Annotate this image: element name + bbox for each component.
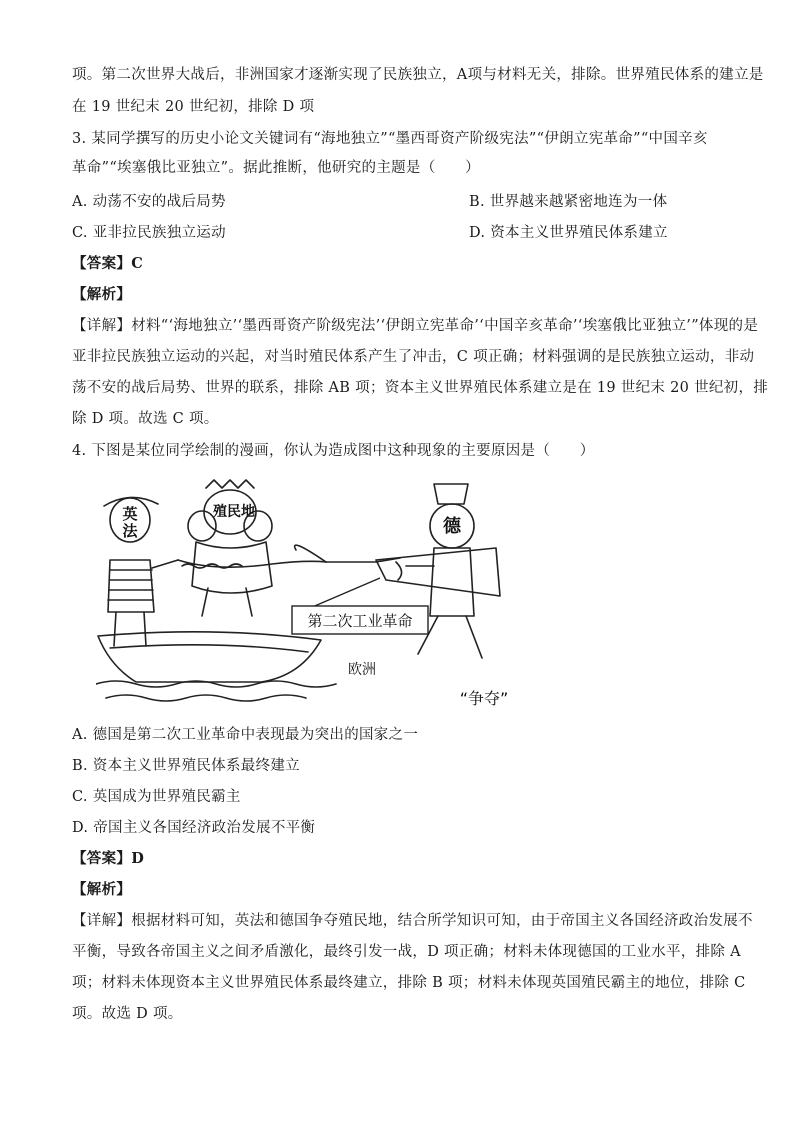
q3-option-b: B. 世界越来越紧密地连为一体 — [469, 194, 668, 210]
pointer-line — [310, 578, 380, 608]
head-left-label-1: 英 — [122, 505, 138, 523]
intro-line-1: 项。第二次世界大战后，非洲国家才逐渐实现了民族独立，A项与材料无关，排除。世界殖民体系的建立是 — [72, 67, 764, 83]
striped-body-left — [108, 560, 154, 612]
head-left-label-2: 法 — [122, 522, 138, 540]
q3-detail-line-4: 除 D 项。故选 C 项。 — [72, 411, 219, 427]
q3-detail-line-3: 荡不安的战后局势、世界的联系，排除 AB 项；资本主义世界殖民体系建立是在 19 世纪末 20 世纪初，排 — [72, 380, 769, 396]
q4-analysis-label: 【解析】 — [72, 881, 132, 898]
boat — [98, 632, 321, 682]
q4-detail-line-4: 项。故选 D 项。 — [72, 1006, 183, 1022]
q4-option-d: D. 帝国主义各国经济政治发展不平衡 — [72, 820, 316, 836]
boat-rim — [110, 645, 308, 652]
water-wave-2 — [106, 695, 306, 701]
q3-analysis-label: 【解析】 — [72, 286, 132, 303]
body-right — [430, 548, 474, 616]
q4-answer: 【答案】D — [72, 850, 145, 867]
body-stripes — [108, 570, 153, 600]
small-head-left — [188, 511, 216, 541]
q4-option-c: C. 英国成为世界殖民霸主 — [72, 789, 241, 805]
telescope — [376, 548, 500, 596]
colony-label: 殖民地 — [213, 504, 255, 520]
q3-stem-line-1: 3. 某同学撰写的历史小论文关键词有“海地独立”“墨西哥资产阶级宪法”“伊朗立宪革命”“中国辛亥 — [72, 131, 708, 147]
q3-detail-line-1: 【详解】材料“‘海地独立’‘墨西哥资产阶级宪法’‘伊朗立宪革命’‘中国辛亥革命’‘埃塞俄比亚独立’”体现的是 — [72, 318, 759, 334]
q4-detail-line-2: 平衡，导致各帝国主义之间矛盾激化，最终引发一战，D 项正确；材料未体现德国的工业水平，排除 A — [72, 944, 741, 960]
q3-option-c-text: C. 亚非拉民族独立运动 — [72, 225, 226, 241]
revolution-label: 第二次工业革命 — [307, 612, 413, 630]
q3-option-c — [72, 222, 724, 244]
crown — [206, 480, 254, 488]
q3-stem-line-2: 革命”“埃塞俄比亚独立”。据此推断，他研究的主题是（ ） — [72, 160, 480, 176]
head-right-label: 德 — [443, 516, 461, 537]
q3-option-d: D. 资本主义世界殖民体系建立 — [469, 225, 668, 241]
hat-right — [434, 484, 468, 504]
cartoon-illustration — [96, 476, 516, 712]
arm-left — [152, 560, 178, 568]
q3-option-a — [72, 191, 724, 213]
q4-option-a: A. 德国是第二次工业革命中表现最为突出的国家之一 — [72, 727, 419, 743]
q4-detail-line-1: 【详解】根据材料可知，英法和德国争夺殖民地，结合所学知识可知，由于帝国主义各国经济政治发展不 — [72, 913, 753, 929]
legs-left — [114, 612, 146, 646]
hook — [295, 545, 326, 562]
cartoon-caption: “争夺” — [459, 689, 509, 708]
q4-detail-line-3: 项；材料未体现资本主义世界殖民体系最终建立，排除 B 项；材料未体现英国殖民霸主的地位，排除 C — [72, 975, 746, 991]
telescope-ring — [396, 562, 402, 580]
chain — [178, 560, 326, 567]
intro-line-2: 在 19 世纪末 20 世纪初，排除 D 项 — [72, 99, 315, 115]
q3-answer: 【答案】C — [72, 255, 144, 272]
boat-label: 欧洲 — [348, 662, 376, 678]
q3-option-a-text: A. 动荡不安的战后局势 — [72, 194, 226, 210]
q3-detail-line-2: 亚非拉民族独立运动的兴起，对当时殖民体系产生了冲击，C 项正确；材料强调的是民族独立运动，非动 — [72, 349, 755, 365]
q4-stem: 4. 下图是某位同学绘制的漫画，你认为造成图中这种现象的主要原因是（ ） — [72, 443, 595, 459]
q4-option-b: B. 资本主义世界殖民体系最终建立 — [72, 758, 300, 774]
